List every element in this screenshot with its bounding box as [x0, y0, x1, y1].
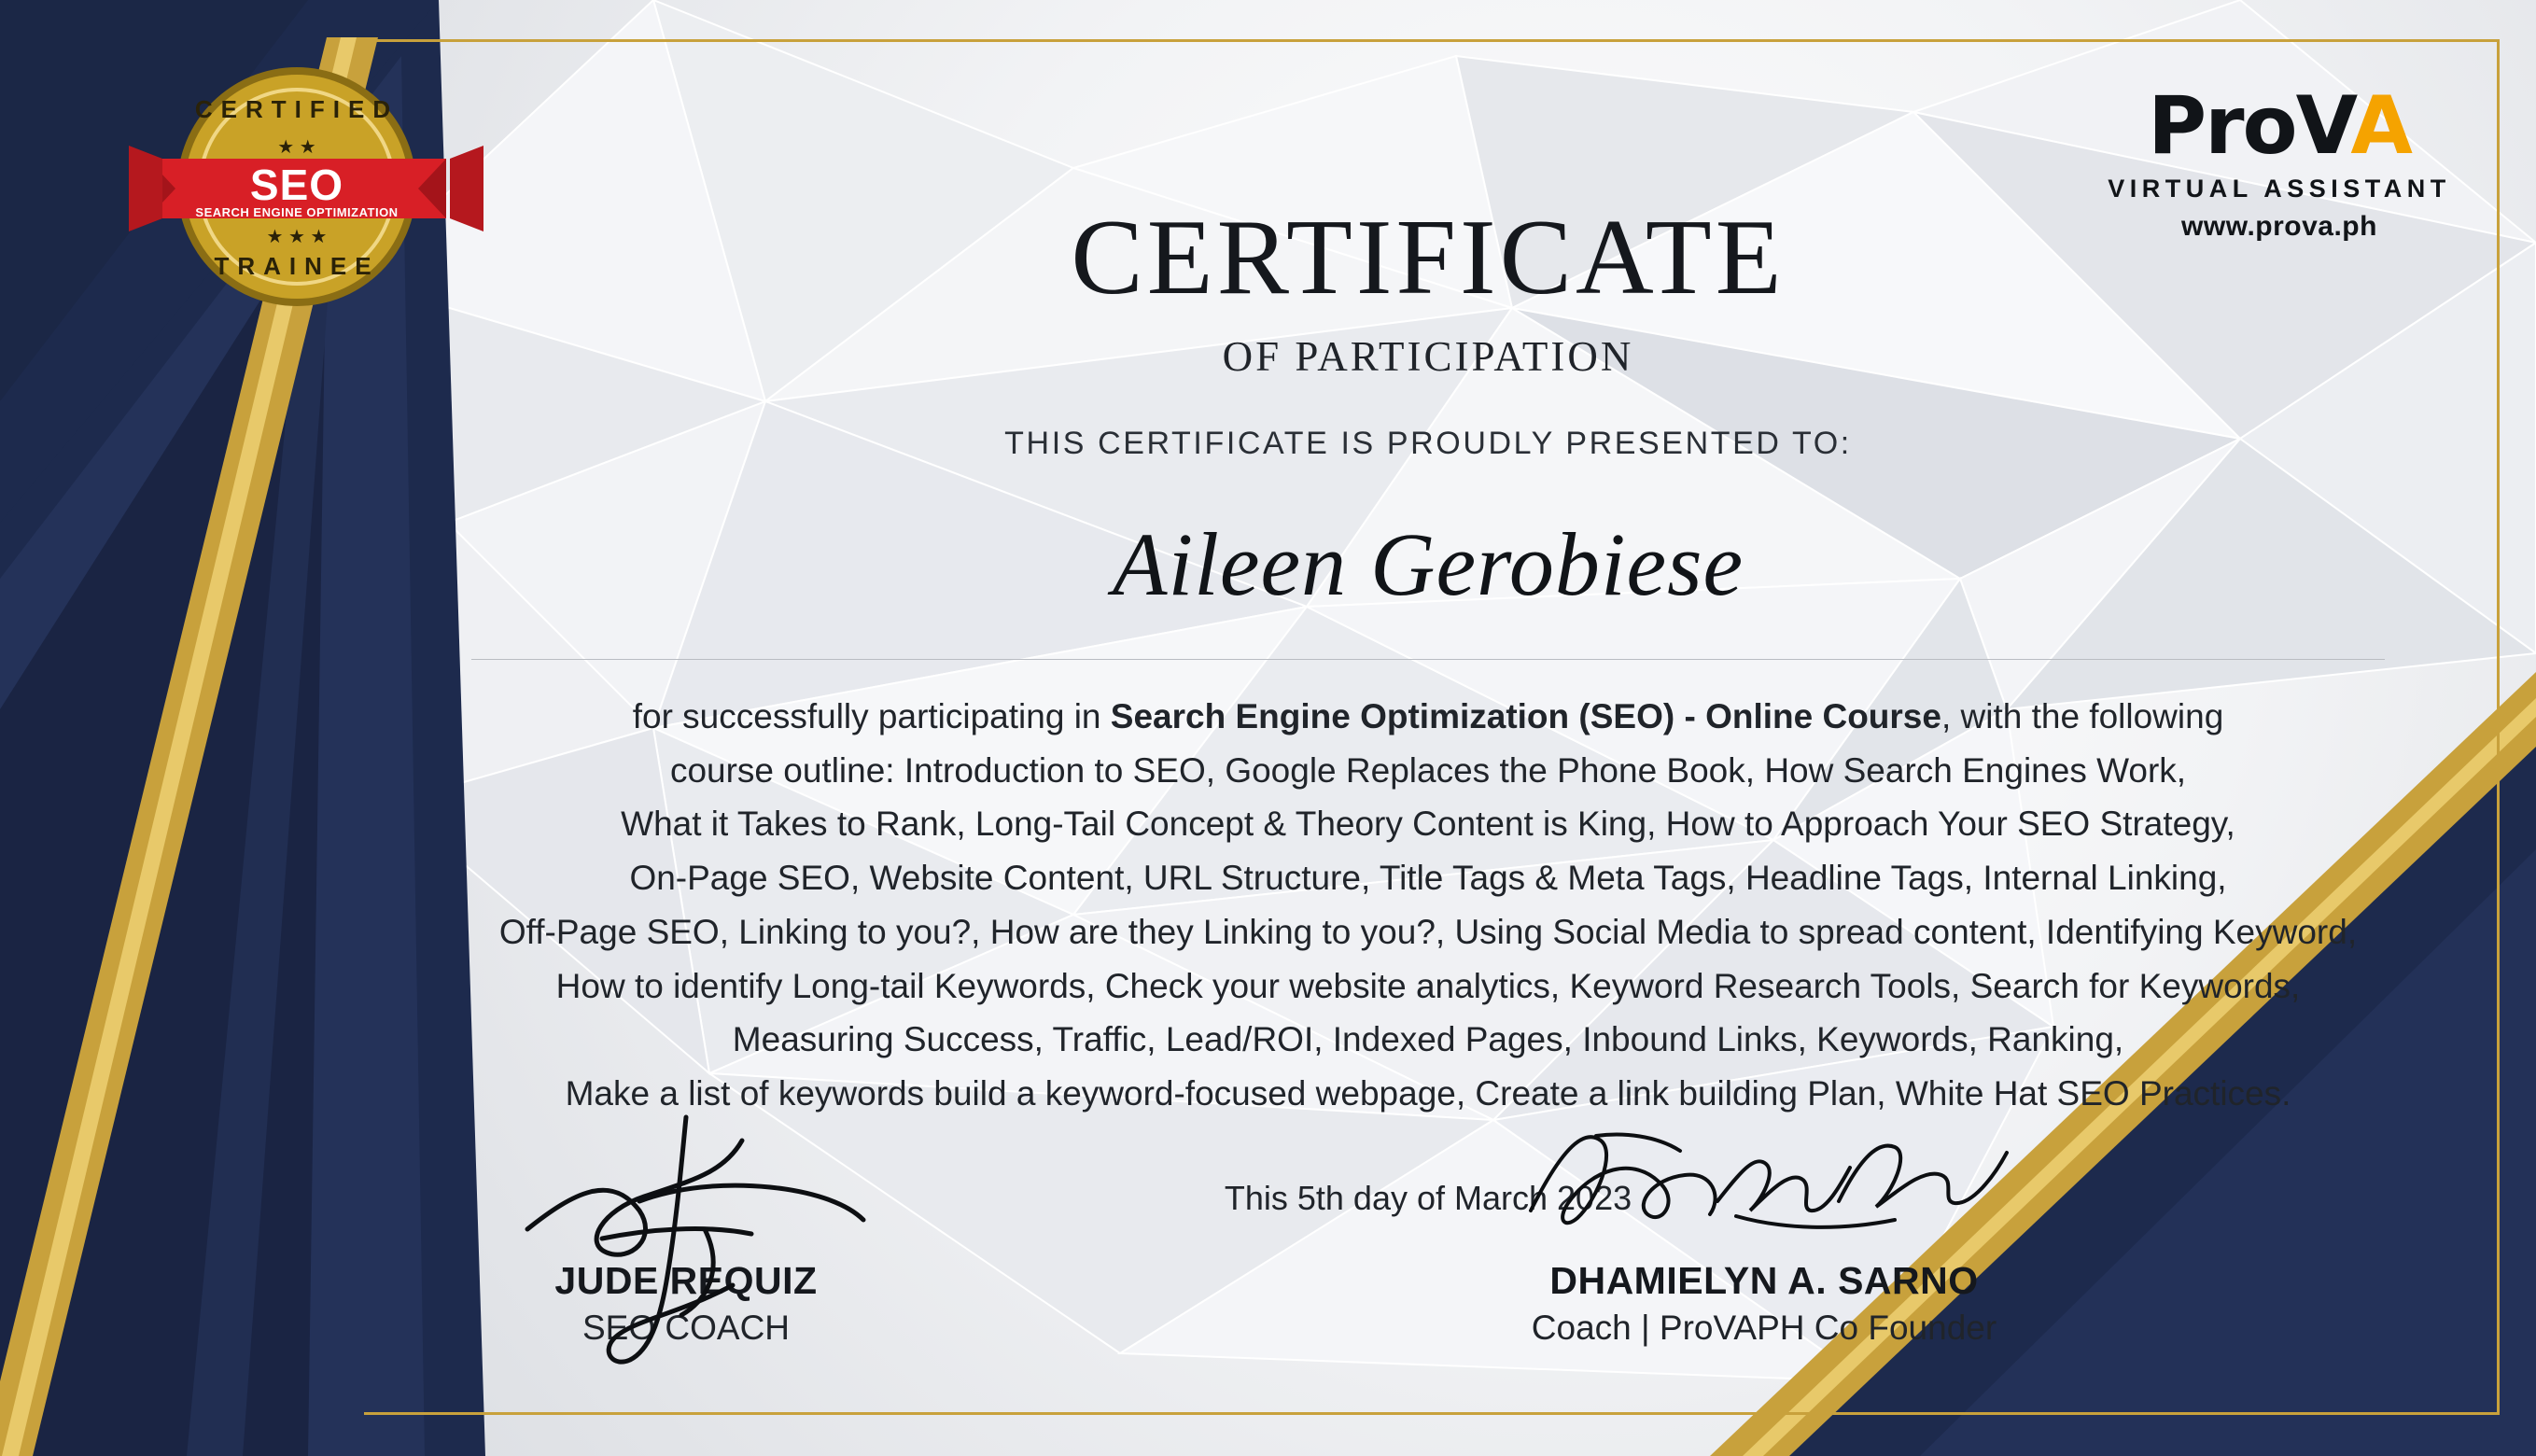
logo-website-url: www.prova.ph — [2181, 210, 2377, 242]
course-outline-line: Make a list of keywords build a keyword-focused webpage, Create a link building Plan, White Hat SEO Practices. — [565, 1074, 2291, 1113]
divider-rule — [471, 659, 2385, 660]
svg-text:SEARCH ENGINE OPTIMIZATION: SEARCH ENGINE OPTIMIZATION — [195, 205, 399, 219]
signature-role: SEO COACH — [581, 1309, 791, 1347]
svg-text:★ ★ ★: ★ ★ ★ — [266, 227, 328, 247]
recipient-name: Aileen Gerobiese — [1112, 514, 1744, 614]
signature-name: DHAMIELYN A. SARNO — [1549, 1259, 1979, 1302]
signature-block-left — [401, 1115, 971, 1348]
svg-text:★ ★: ★ ★ — [277, 137, 316, 158]
course-name: Search Engine Optimization (SEO) - Online Course — [1110, 697, 1941, 735]
certificate-date: This 5th day of March 2023 — [1224, 1178, 1632, 1217]
certificate-subtitle: OF PARTICIPATION — [1222, 333, 1634, 380]
certificate-title: CERTIFICATE — [1071, 198, 1786, 317]
svg-text:TRAINEE: TRAINEE — [214, 252, 380, 280]
course-description — [401, 690, 2455, 1121]
signature-role: Coach | ProVAPH Co Founder — [1531, 1309, 1997, 1347]
signature-block-right — [1391, 1115, 2137, 1348]
course-outline-line: On-Page SEO, Website Content, URL Structure, Title Tags & Meta Tags, Headline Tags, Internal Linking, — [629, 859, 2227, 898]
body-suffix: , with the following — [1941, 697, 2224, 735]
signature-name: JUDE REQUIZ — [554, 1259, 818, 1302]
course-outline-line: Measuring Success, Traffic, Lead/ROI, Indexed Pages, Inbound Links, Keywords, Ranking, — [732, 1020, 2124, 1059]
svg-text:SEO: SEO — [249, 161, 344, 209]
presented-to-label: THIS CERTIFICATE IS PROUDLY PRESENTED TO: — [1004, 426, 1852, 461]
logo-a-text: A — [2350, 79, 2411, 173]
course-outline-line: course outline: Introduction to SEO, Google Replaces the Phone Book, How Search Engines Work, — [669, 750, 2187, 790]
svg-text:CERTIFIED: CERTIFIED — [194, 95, 399, 123]
logo-v-text: V — [2295, 79, 2351, 173]
logo-pro-text: Pro — [2148, 79, 2296, 173]
course-outline-line: What it Takes to Rank, Long-Tail Concept & Theory Content is King, How to Approach Your SEO Strategy, — [621, 805, 2235, 844]
logo-subtitle: VIRTUAL ASSISTANT — [2108, 174, 2451, 203]
course-outline-line: How to identify Long-tail Keywords, Check your website analytics, Keyword Research Tools, Search for Keywords, — [555, 966, 2301, 1005]
course-outline-line: Off-Page SEO, Linking to you?, How are they Linking to you?, Using Social Media to spread content, Identifying Keyword, — [498, 912, 2358, 951]
body-prefix: for successfully participating in — [632, 697, 1111, 735]
signature-jude-requiz-icon — [401, 1115, 971, 1255]
signature-dhamielyn-sarno-icon — [1391, 1115, 2137, 1255]
